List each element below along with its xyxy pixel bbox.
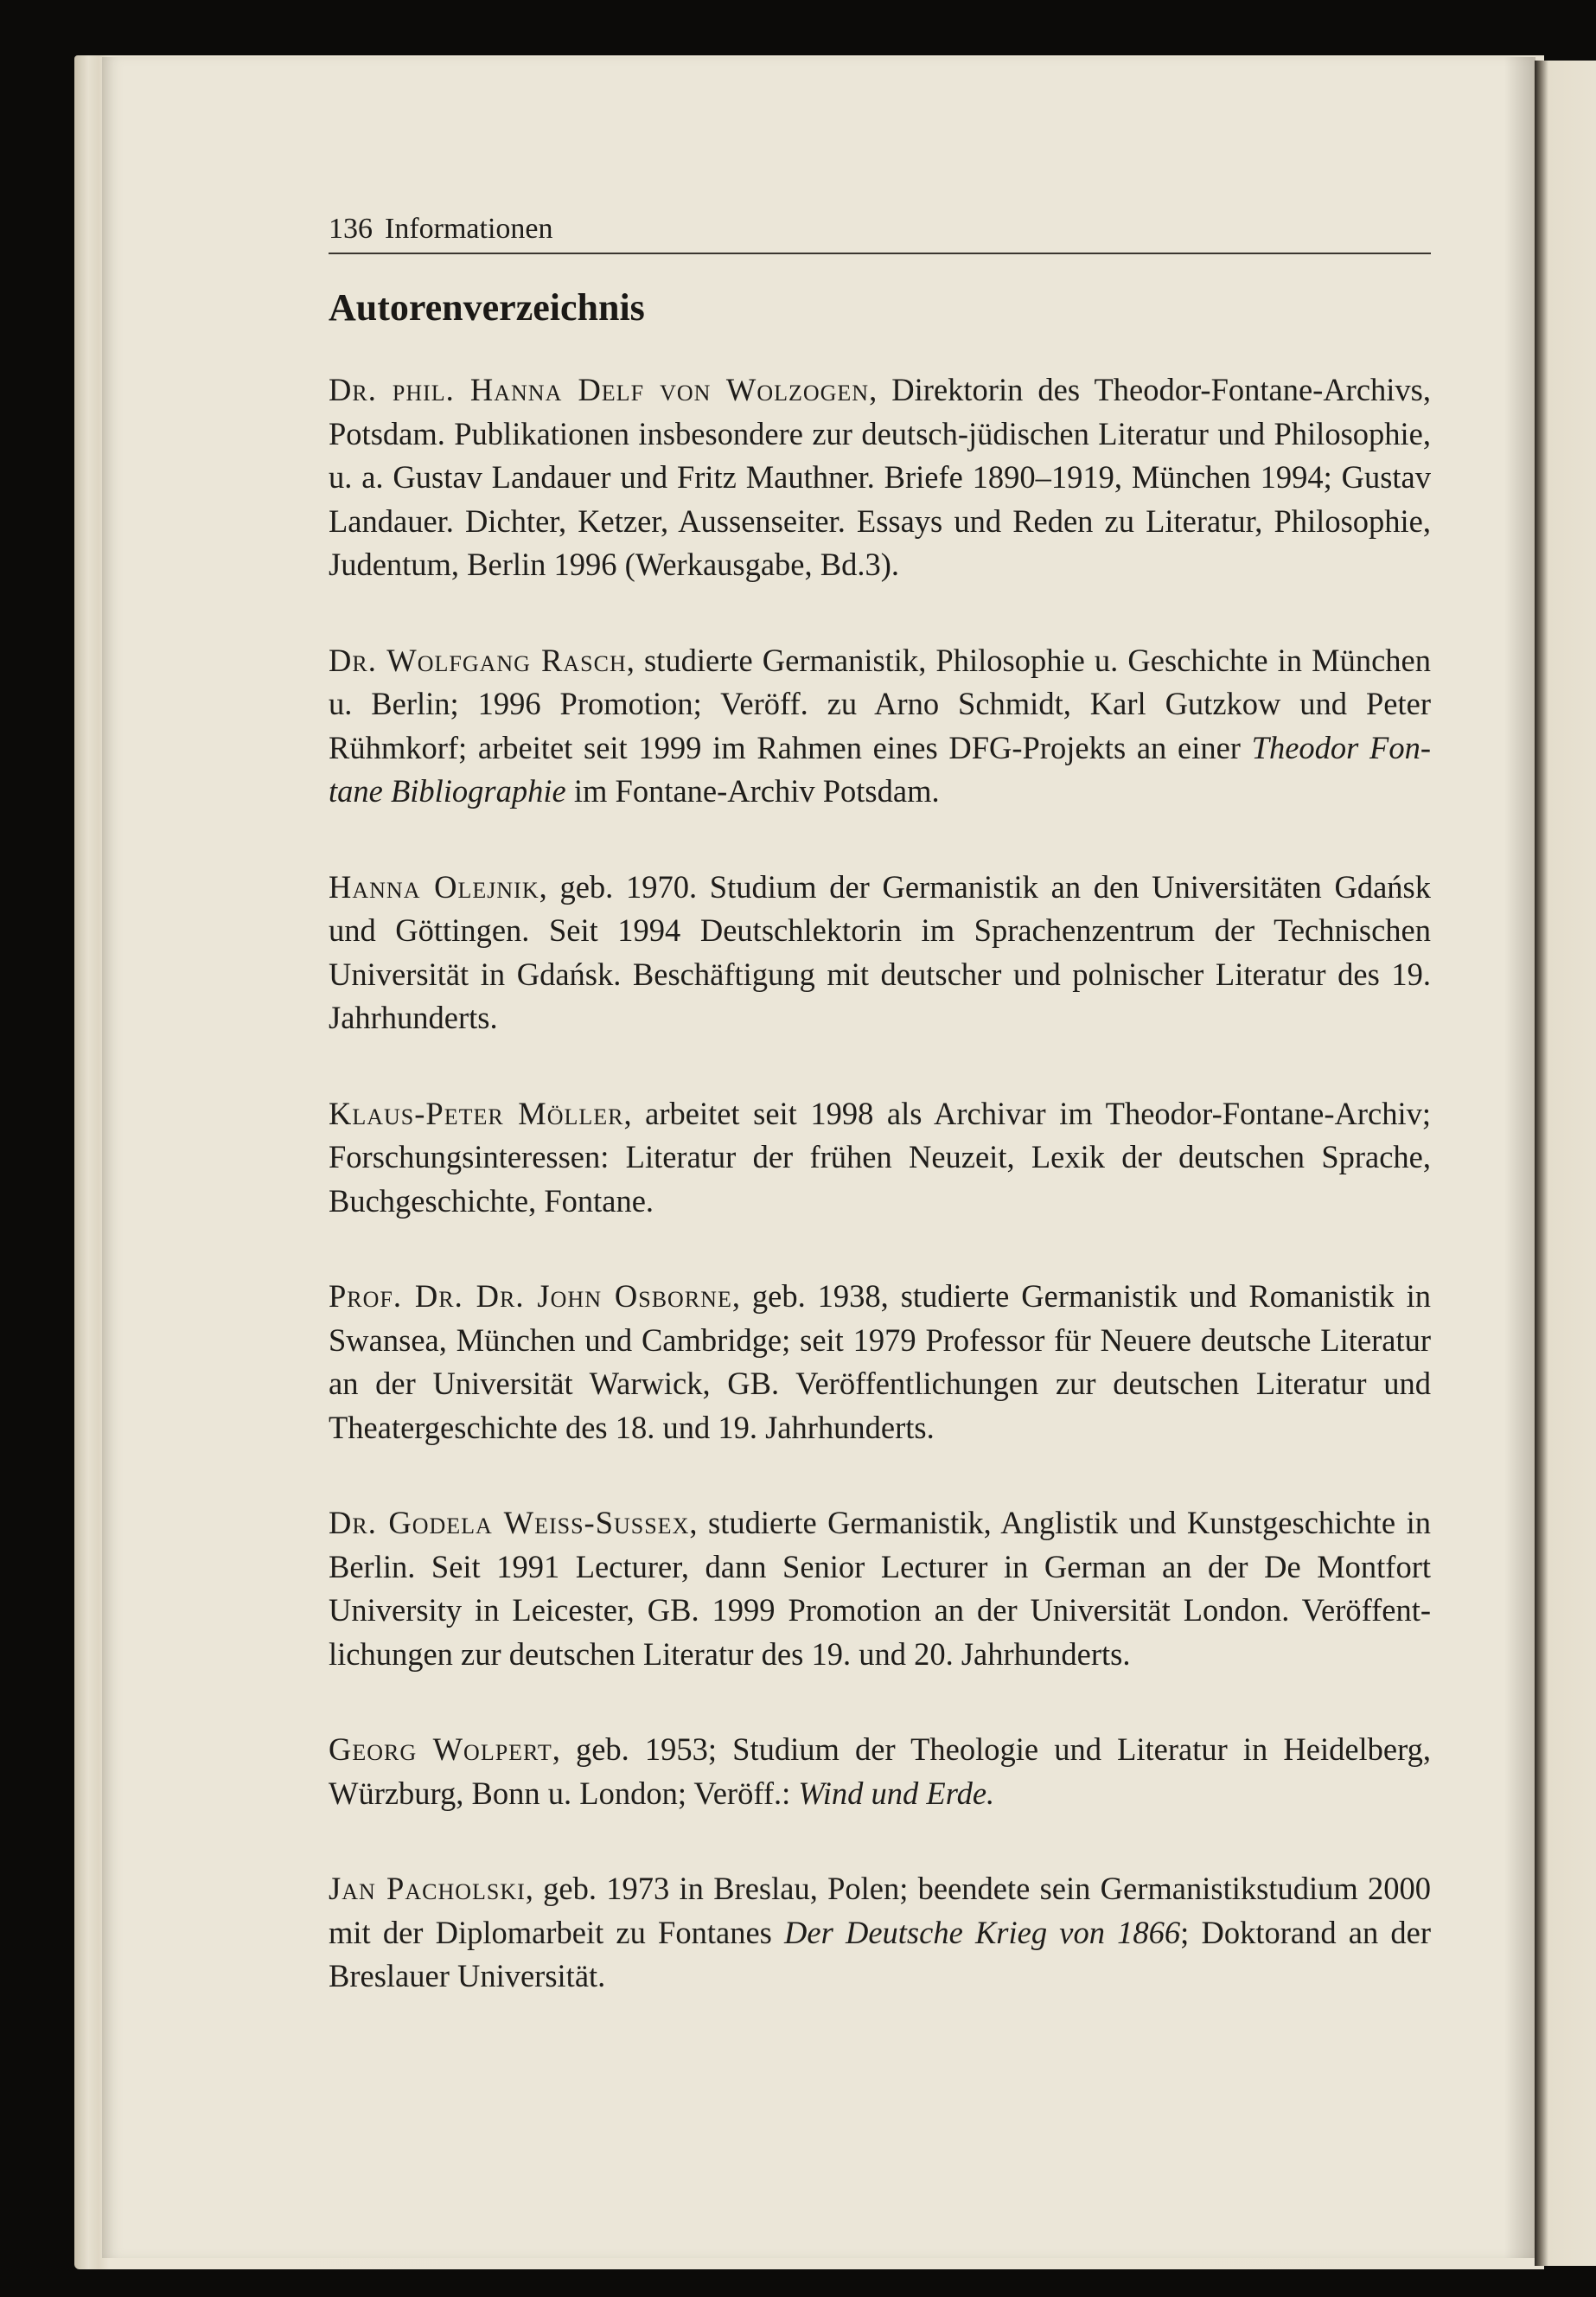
author-name: Dr. Godela Weiss-Sussex — [329, 1505, 690, 1540]
author-entry — [329, 866, 1431, 1040]
author-entry — [329, 1867, 1431, 1999]
author-entry — [329, 639, 1431, 814]
adjacent-page — [1535, 61, 1596, 2266]
author-name: Dr. Wolfgang Rasch — [329, 642, 627, 678]
author-entry — [329, 1728, 1431, 1815]
author-name: Klaus-Peter Möller — [329, 1095, 624, 1131]
author-entry — [329, 368, 1431, 587]
author-name: Dr. phil. Hanna Delf von Wolzogen — [329, 372, 870, 407]
author-name: Prof. Dr. Dr. John Osborne — [329, 1278, 732, 1314]
work-title: Wind und Erde. — [798, 1775, 995, 1811]
author-bio: , arbeitet seit 1998 als Archivar im Theodor-Fontane-Archiv; Forschungsinteressen: Literatur der frühen Neuzeit, Lexik der deutschen Sprache, Buchgeschichte, Fontane. — [329, 1095, 1431, 1219]
author-name: Hanna Olejnik — [329, 868, 539, 905]
author-bio: , geb. 1973 in Breslau, Polen; beendete sein Germanistikstudium 2000 mit der Diplomarbeit zu Fontanes — [329, 1871, 1431, 1950]
author-bio: , Direktorin des Theodor-Fontane-Archivs, Potsdam. Publikationen insbesondere zur deutsch-jüdischen Literatur und Philosophie, u. a. Gustav Landauer und Fritz Mauthner. Briefe 1890–1919, München 1994; Gustav Landauer. Dichter, Ketzer, Aussenseiter. Essays und Reden zu Literatur, Philosophie, Judentum, Berlin 1996 (Werkausgabe, Bd.3). — [329, 372, 1431, 582]
author-bio-cont: im Fontane-Archiv Potsdam. — [565, 773, 940, 809]
running-head-section: Informationen — [385, 213, 553, 245]
work-title: Der Deutsche Krieg von 1866 — [784, 1914, 1181, 1950]
author-bio: , studierte Germanistik, Anglistik und Kunstgeschichte in Berlin. Seit 1991 Lecturer, dann Senior Lecturer in German an der De Montfort University in Leicester, GB. 1999 Promotion an der Universität London. Veröffentlichungen zur deutschen Literatur des 19. und 20. Jahrhunderts. — [329, 1505, 1431, 1672]
author-bio: , geb. 1970. Studium der Germanistik an den Universitäten Gdańsk und Göttingen. Seit 1994 Deutschlektorin im Sprachenzentrum der Technischen Universität in Gdańsk. Beschäftigung mit deutscher und polnischer Literatur des 19. Jahrhunderts. — [329, 868, 1432, 1035]
author-entry — [329, 1092, 1431, 1224]
author-name: Georg Wolpert — [329, 1731, 552, 1767]
header-rule — [329, 253, 1431, 254]
section-title: Autorenverzeichnis — [329, 286, 645, 329]
author-entry — [329, 1501, 1431, 1676]
author-name: Jan Pacholski — [329, 1871, 526, 1906]
author-bio: , geb. 1938, studierte Germanistik und Romanistik in Swansea, München und Cambridge; seit 1979 Professor für Neuere deutsche Literatur an der Universität Warwick, GB. Veröffentlichungen zur deutschen Literatur und Theatergeschichte des 18. und 19. Jahrhunderts. — [329, 1278, 1431, 1445]
author-bio: , studierte Germanistik, Philosophie u. Geschichte in München u. Berlin; 1996 Promotion; Veröff. zu Arno Schmidt, Karl Gutzkow und Peter Rühmkorf; arbeitet seit 1999 im Rahmen eines DFG-Projekts an einer — [329, 642, 1431, 765]
work-title: Theodor Fontane Bibliographie — [329, 729, 1431, 809]
author-bio: , geb. 1953; Studium der Theologie und Literatur in Heidelberg, Würzburg, Bonn u. London; Veröff.: — [329, 1731, 1431, 1811]
author-entry — [329, 1275, 1431, 1449]
author-list — [329, 368, 1431, 2051]
author-bio-cont: ; Doktorand an der Breslauer Universität. — [329, 1914, 1431, 1993]
gutter-shadow — [1504, 57, 1535, 2258]
page-number: 136 — [329, 213, 373, 245]
running-head — [329, 213, 1431, 246]
